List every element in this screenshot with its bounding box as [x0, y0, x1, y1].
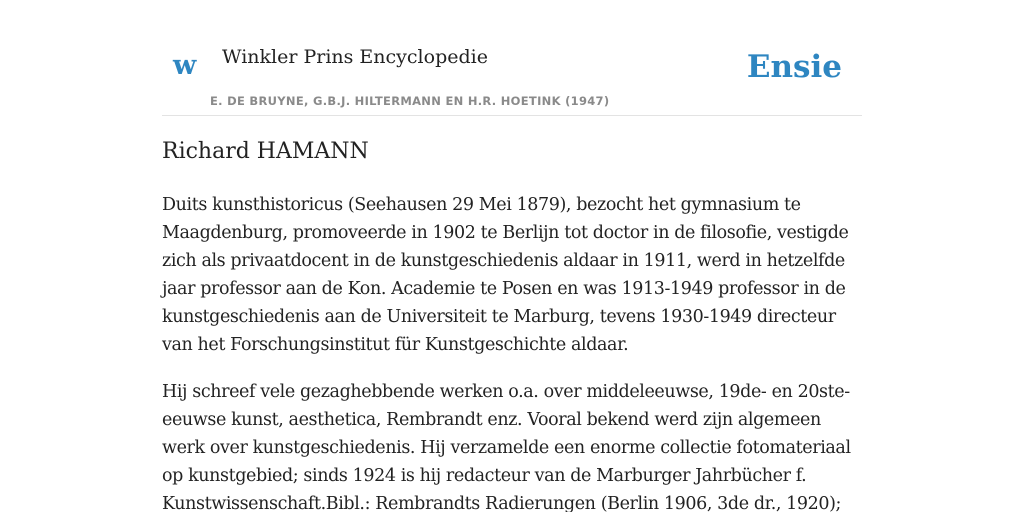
article-title: Richard HAMANN [162, 139, 369, 164]
ensie-logo[interactable]: Ensie [746, 49, 842, 85]
article-paragraph: Duits kunsthistoricus (Seehausen 29 Mei 1879), bezocht het gymnasium te Maagdenburg, promoveerde in 1902 te Berlijn tot doctor in de filosofie, vestigde zich als privaatdocent in de kunstgeschiedenis aldaar in 1911, werd in hetzelfde jaar professor aan de Kon. Academie te Posen en was 1913-1949 professor in de kunstgeschiedenis aan de Universiteit te Marburg, tevens 1930-1949 directeur van het Forschungsinstitut für Kunstgeschichte aldaar. [162, 194, 849, 355]
article-paragraph: Hij schreef vele gezaghebbende werken o.a. over middeleeuwse, 19de- en 20ste-eeuwse kunst, aesthetica, Rembrandt enz. Vooral bekend werd zijn algemeen werk over kunstgeschiedenis. Hij verzamelde een enorme collectie fotomateriaal op kunstgebied; sinds 1924 is hij redacteur van de Marburger Jahrbücher f. Kunstwissenschaft.Bibl.: Rembrandts Radierungen (Berlin 1906, 3de dr., 1920); [162, 381, 851, 512]
article [162, 138, 862, 512]
source-title[interactable]: Winkler Prins Encyclopedie [222, 46, 488, 68]
winkler-prins-logo[interactable]: w [173, 50, 197, 81]
site-header [162, 38, 862, 116]
source-authors: E. DE BRUYNE, G.B.J. HILTERMANN EN H.R. HOETINK (1947) [210, 94, 610, 108]
